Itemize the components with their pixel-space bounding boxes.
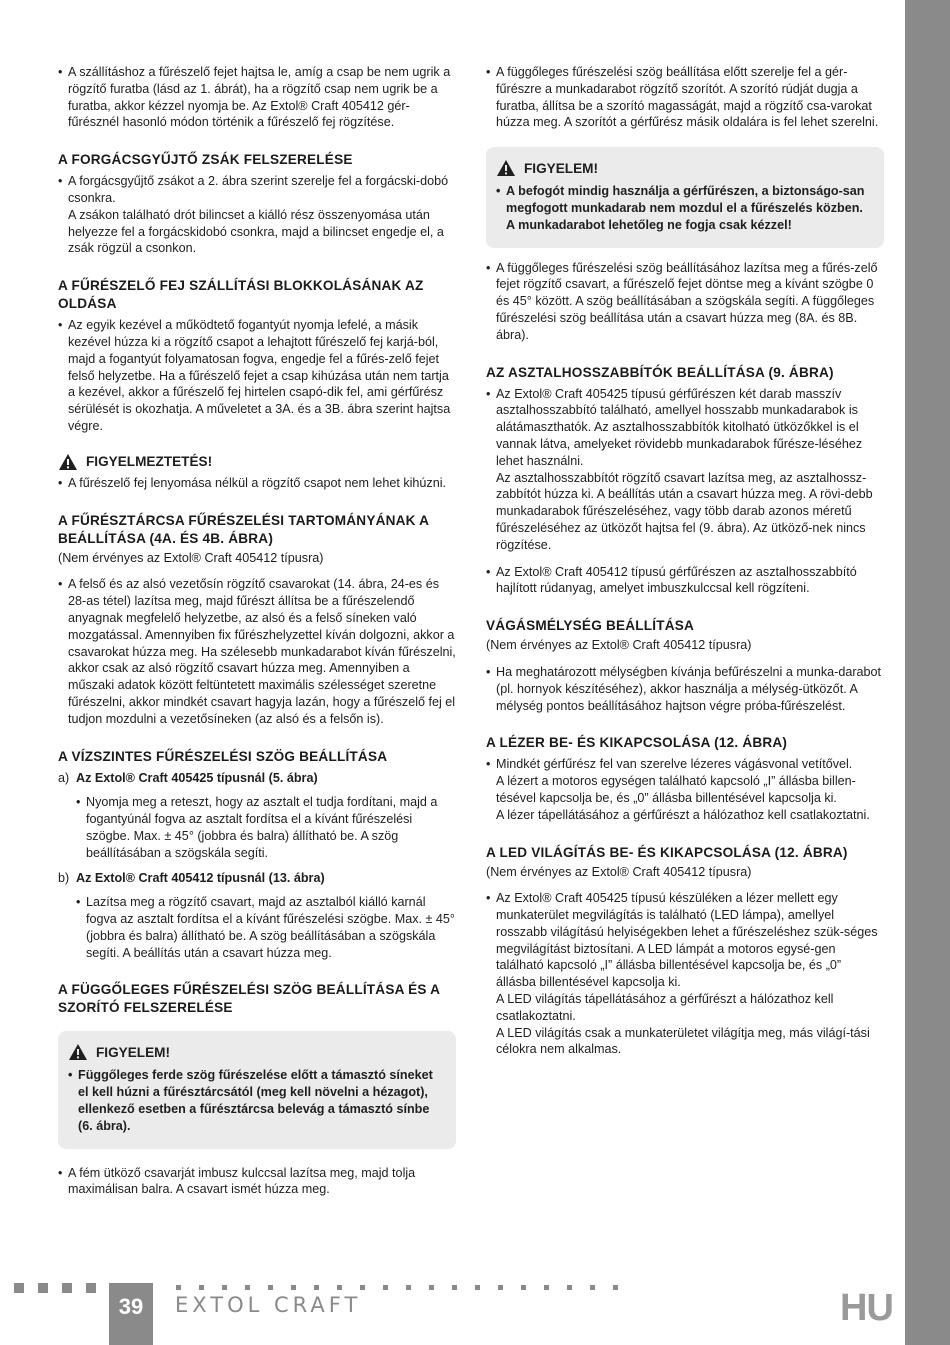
caution-box-1	[58, 1031, 456, 1148]
footer-dot	[176, 1285, 181, 1290]
laser-text-1b: A lézert a motoros egységen található kapcsoló „I” állásba billen-tésével kapcsolja be, és „0” állásba billentésével kapcsolja ki.	[496, 774, 856, 805]
footer-dot	[521, 1285, 526, 1290]
right-column	[486, 64, 884, 1058]
heading-horizontal-angle: A VÍZSZINTES FŰRÉSZELÉSI SZÖG BEÁLLÍTÁSA	[58, 748, 388, 764]
heading-vertical-angle: A FÜGGŐLEGES FŰRÉSZELÉSI SZÖG BEÁLLÍTÁSA ÉS A SZORÍTÓ FELSZERELÉSE	[58, 982, 440, 1016]
footer-dot	[475, 1285, 480, 1290]
sub-a-label: Az Extol® Craft 405425 típusnál (5. ábra)	[76, 770, 318, 785]
heading-led: A LED VILÁGÍTÁS BE- ÉS KIKAPCSOLÁSA (12. ÁBRA)	[486, 844, 848, 860]
led-note: (Nem érvényes az Extol® Craft 405412 típusra)	[486, 864, 752, 879]
caution-box-1-title: FIGYELEM!	[96, 1044, 171, 1060]
footer-square	[62, 1283, 72, 1293]
heading-table-extension: AZ ASZTALHOSSZABBÍTÓK BEÁLLÍTÁSA (9. ÁBRA)	[486, 364, 834, 380]
side-strip	[905, 0, 950, 1345]
footer-dot	[567, 1285, 572, 1290]
footer-dot	[245, 1285, 250, 1290]
warning-heading	[58, 453, 456, 471]
sub-b-mark: b)	[58, 870, 70, 885]
footer-dot	[199, 1285, 204, 1290]
brand-logo: EXTOL CRAFT	[175, 1293, 362, 1317]
footer-dot	[337, 1285, 342, 1290]
table-extension-text-1b: Az asztalhosszabbítót rögzítő csavart lazítsa meg, az asztalhossz-zabbítót húzza ki. A beállítás után a csavart húzza meg. A rövi-debb munkadarabok fűrészeléséhez, vagy több darab azonos méretű fűrészeléséhez az ütközőt hajtsa fel (9. ábra). Az ütköző-nek nincs rögzítése.	[496, 470, 873, 552]
cut-depth-text: • Ha meghatározott mélységben kívánja befűrészelni a munka-darabot (pl. hornyok készítéséhez), akkor használja a mélység-ütközőt. A mélység pontos beállításához hajtson végre próba-fűrészelést.	[486, 664, 884, 714]
caution-box-2-title: FIGYELEM!	[524, 160, 599, 176]
led-text-1: • Az Extol® Craft 405425 típusú készüléken a lézer mellett egy munkaterület megvilágítás is található (LED lámpa), amellyel rosszabb világítású helyiségekben lehet a fűrészeléshez szük-séges megvilágítást biztosítani. A LED lámpát a motoros egysé-gen található kapcsoló „I” állásba billentésével kapcsolja be, és „0” állásba billentésével kapcsolja ki.	[486, 890, 884, 991]
laser-text-1c: A lézer tápellátásához a gérfűrészt a hálózathoz kell csatlakoztatni.	[496, 807, 870, 822]
footer-dot	[544, 1285, 549, 1290]
paragraph-clamp: • A függőleges fűrészelési szög beállítása előtt szerelje fel a gér-fűrészre a munkadarabot rögzítő szorítót. A szorító rúdját dugja a furatba, állítsa be a szorító magasságát, majd a rögzítő csa-varokat húzza meg. A szorítót a gérfűrész másik oldalára is fel lehet szerelni.	[486, 64, 884, 131]
footer-dot	[406, 1285, 411, 1290]
cut-depth-note: (Nem érvényes az Extol® Craft 405412 típusra)	[486, 638, 752, 653]
left-column	[58, 64, 456, 1198]
heading-cut-depth: VÁGÁSMÉLYSÉG BEÁLLÍTÁSA	[486, 618, 695, 634]
warning-triangle-icon	[496, 159, 516, 177]
chip-bag-step-2: A zsákon található drót bilincset a kiálló rész összenyomása után helyezze fel a forgácskidobó csonkra, majd a bilincset engedje el, a zsák rögzül a csonkon.	[68, 207, 444, 256]
sub-b	[58, 870, 456, 887]
warning-triangle-icon	[58, 453, 78, 471]
caution-box-2-text: • A befogót mindig használja a gérfűrészen, a biztonságo-san megfogott munkadarab nem mozdul el a fűrészelés közben. A munkadarabot lehetőleg ne fogja csak kézzel!	[496, 183, 874, 233]
heading-head-lock: A FŰRÉSZELŐ FEJ SZÁLLÍTÁSI BLOKKOLÁSÁNAK AZ OLDÁSA	[58, 278, 424, 312]
language-code: HU	[840, 1287, 893, 1329]
page-footer	[0, 1275, 950, 1345]
led-text-1c: A LED világítás csak a munkaterületet világítja meg, más világí-tási célokra nem alkalmas.	[496, 1025, 870, 1057]
footer-dot	[360, 1285, 365, 1290]
sub-a	[58, 770, 456, 787]
warning-text: • A fűrészelő fej lenyomása nélkül a rögzítő csapot nem lehet kihúzni.	[58, 475, 456, 492]
footer-dot	[613, 1285, 618, 1290]
blade-range-note: (Nem érvényes az Extol® Craft 405412 típusra)	[58, 550, 324, 565]
caution-box-2	[486, 147, 884, 247]
footer-dot	[452, 1285, 457, 1290]
sub-a-mark: a)	[58, 770, 70, 785]
caution-box-1-heading	[68, 1043, 446, 1061]
warning-triangle-icon	[68, 1043, 88, 1061]
page-number: 39	[109, 1283, 153, 1345]
footer-dot	[291, 1285, 296, 1290]
footer-dot	[222, 1285, 227, 1290]
heading-laser: A LÉZER BE- ÉS KIKAPCSOLÁSA (12. ÁBRA)	[486, 735, 788, 751]
led-text-1b: A LED világítás tápellátásához a gérfűrészt a hálózathoz kell csatlakoztatni.	[496, 992, 834, 1023]
paragraph-transport: • A szállításhoz a fűrészelő fejet hajtsa le, amíg a csap be nem ugrik a rögzítő furatba (lásd az 1. ábrát), ha a rögzítő csap nem ugrik be a furatba, akkor kézzel nyomja be. Az Extol® Craft 405412 gér-fűrésznél hasonló módon történik a fűrészelő fej rögzítése.	[58, 64, 456, 131]
blade-range-text: • A felső és az alsó vezetősín rögzítő csavarokat (14. ábra, 24-es és 28-as tétel) lazítsa meg, majd fűrészt állítsa be a fűrészelendő anyagnak megfelelő helyzetbe, az alsó és a felső síneken való mozgatással. Amennyiben fix fűrészhelyzettel kíván dolgozni, akkor a csavarokat húzza meg. Ha szélesebb munkadarabot kíván fűrészelni, akkor csak az alsó rögzítő csavart húzza meg. Amennyiben a műszaki adatok között feltüntetett maximális szélességet szeretne fűrészelni, akkor mindkét csavart hagyja lazán, hogy a fűrészelő fej el tudjon mozdulni a vezetősíneken (az alsó és a felsőn is).	[58, 576, 456, 727]
footer-dot	[590, 1285, 595, 1290]
laser-text-1: • Mindkét gérfűrész fel van szerelve lézeres vágásvonal vetítővel.	[486, 756, 884, 773]
head-lock-text: • Az egyik kezével a működtető fogantyút nyomja lefelé, a másik kezével húzza ki a rögzítő csapot a lehajtott fűrészelő fej karjá-ból, majd a fogantyút folyamatosan fogva, engedje fel a fűrés-zelő fejet felső helyzetbe. Ha a fűrészelő fejet a csap kihúzása után nem tartja a kezével, akkor a fűrészelő fej hirtelen csapó-dik fel, ami gérfűrész sérülését is okozhatja. A műveletet a 3A. és a 3B. ábra szerint hajtsa végre.	[58, 317, 456, 435]
warning-title: FIGYELMEZTETÉS!	[86, 454, 213, 470]
heading-blade-range: A FŰRÉSZTÁRCSA FŰRÉSZELÉSI TARTOMÁNYÁNAK A BEÁLLÍTÁSA (4A. ÉS 4B. ÁBRA)	[58, 512, 429, 546]
footer-square	[14, 1283, 24, 1293]
sub-b-text: • Lazítsa meg a rögzítő csavart, majd az asztalból kiálló karnál fogva az asztalt fordítsa el a kívánt fűrészelési szögbe. Max. ± 45° (jobbra és balra) állítható be. A szög beállításában a szögskála segíti. A beállítás után a csavart húzza meg.	[66, 894, 456, 961]
footer-square	[86, 1283, 96, 1293]
caution-box-1-text: • Függőleges ferde szög fűrészelése előtt a támasztó síneket el kell húzni a fűrésztárcsától (meg kell növelni a hézagot), ellenkező esetben a fűrésztárcsa belevág a támasztó sínbe (6. ábra).	[68, 1067, 446, 1134]
caution-box-2-heading	[496, 159, 874, 177]
paragraph-stop-screw: • A fém ütköző csavarját imbusz kulccsal lazítsa meg, majd tolja maximálisan balra. A csavart ismét húzza meg.	[58, 1165, 456, 1199]
footer-dot	[498, 1285, 503, 1290]
table-extension-text-2: • Az Extol® Craft 405412 típusú gérfűrészen az asztalhosszabbító hajlított rúdanyag, amelyet imbuszkulccsal kell rögzíteni.	[486, 564, 884, 598]
paragraph-vertical-adjust: • A függőleges fűrészelési szög beállításához lazítsa meg a fűrés-zelő fejet rögzítő csavart, a fűrészelő fejet döntse meg a kívánt szögbe 0 és 45° között. A szög beállításában a szögskála segíti. A függőleges fűrészelési szög beállítása után a csavart húzza meg (8A. és 8B. ábra).	[486, 260, 884, 344]
chip-bag-step-1: • A forgácsgyűjtő zsákot a 2. ábra szerint szerelje fel a forgácski-dobó csonkra.	[58, 173, 456, 207]
footer-dot	[268, 1285, 273, 1290]
footer-dot	[429, 1285, 434, 1290]
sub-b-label: Az Extol® Craft 405412 típusnál (13. ábra)	[76, 870, 325, 885]
sub-a-text: • Nyomja meg a reteszt, hogy az asztalt el tudja fordítani, majd a fogantyúnál fogva az asztalt fordítsa el a kívánt fűrészelési szögbe. Max. ± 45° (jobbra és balra) állítható be. A szög beállításában a szögskála segíti.	[66, 794, 456, 861]
heading-chip-bag: A FORGÁCSGYŰJTŐ ZSÁK FELSZERELÉSE	[58, 152, 353, 168]
footer-dot	[383, 1285, 388, 1290]
table-extension-text-1: • Az Extol® Craft 405425 típusú gérfűrészen két darab masszív asztalhosszabbító található, amellyel hosszabb munkadarabok is alátámaszthatók. Az asztalhosszabbítók kitolható ütközőkkel is el vannak látva, amelyeket rövidebb munkadarabok fűrésze-léséhez lehet használni.	[486, 386, 884, 470]
footer-dot	[314, 1285, 319, 1290]
footer-square	[38, 1283, 48, 1293]
